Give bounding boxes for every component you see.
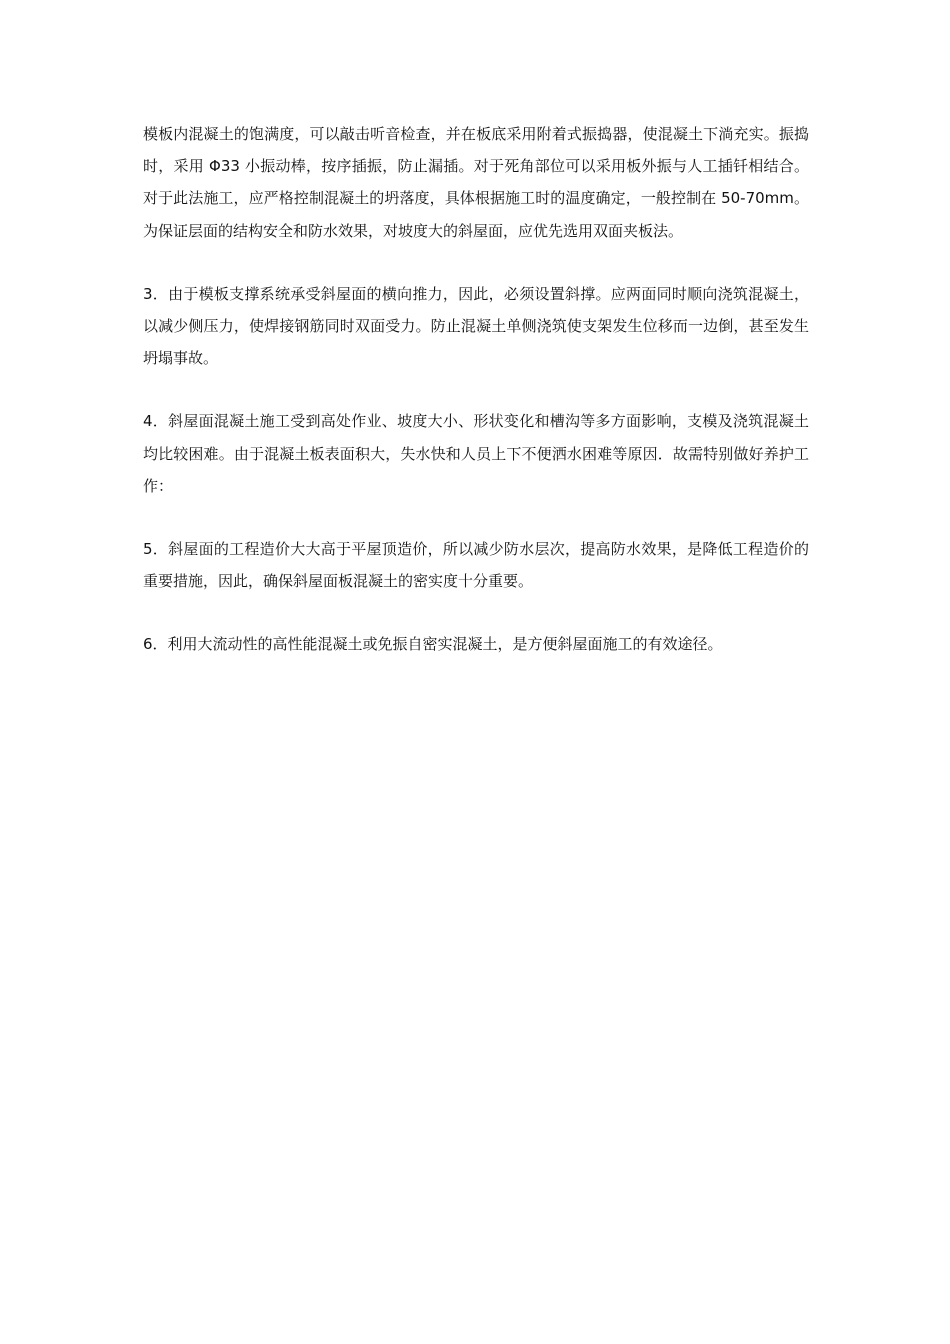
paragraph-item-3: 3．由于模板支撑系统承受斜屋面的横向推力，因此，必须设置斜撑。应两面同时顺向浇筑混凝土，以减少侧压力，使焊接钢筋同时双面受力。防止混凝土单侧浇筑使支架发生位移而一边倒，甚至发生坍塌事故。 [143,284,809,368]
paragraph-item-5: 5．斜屋面的工程造价大大高于平屋顶造价，所以减少防水层次，提高防水效果，是降低工程造价的重要措施，因此，确保斜屋面板混凝土的密实度十分重要。 [143,540,809,591]
paragraph-item-6: 6．利用大流动性的高性能混凝土或免振自密实混凝土，是方便斜屋面施工的有效途径。 [143,635,723,654]
document-body [143,118,809,692]
paragraph-item-4: 4．斜屋面混凝土施工受到高处作业、坡度大小、形状变化和槽沟等多方面影响，支模及浇筑混凝土均比较困难。由于混凝土板表面积大，失水快和人员上下不便洒水困难等原因．故需特别做好养护工作： [143,412,809,495]
paragraph-formwork-vibration: 模板内混凝土的饱满度，可以敲击听音检查，并在板底采用附着式振捣器，使混凝土下淌充实。振捣时，采用 Φ33 小振动棒，按序插振，防止漏插。对于死角部位可以采用板外振与人工插钎相结合。对于此法施工，应严格控制混凝土的坍落度，具体根据施工时的温度确定，一般控制在 50-70mm。为保证层面的结构安全和防水效果，对坡度大的斜屋面，应优先选用双面夹板法。 [143,125,809,240]
